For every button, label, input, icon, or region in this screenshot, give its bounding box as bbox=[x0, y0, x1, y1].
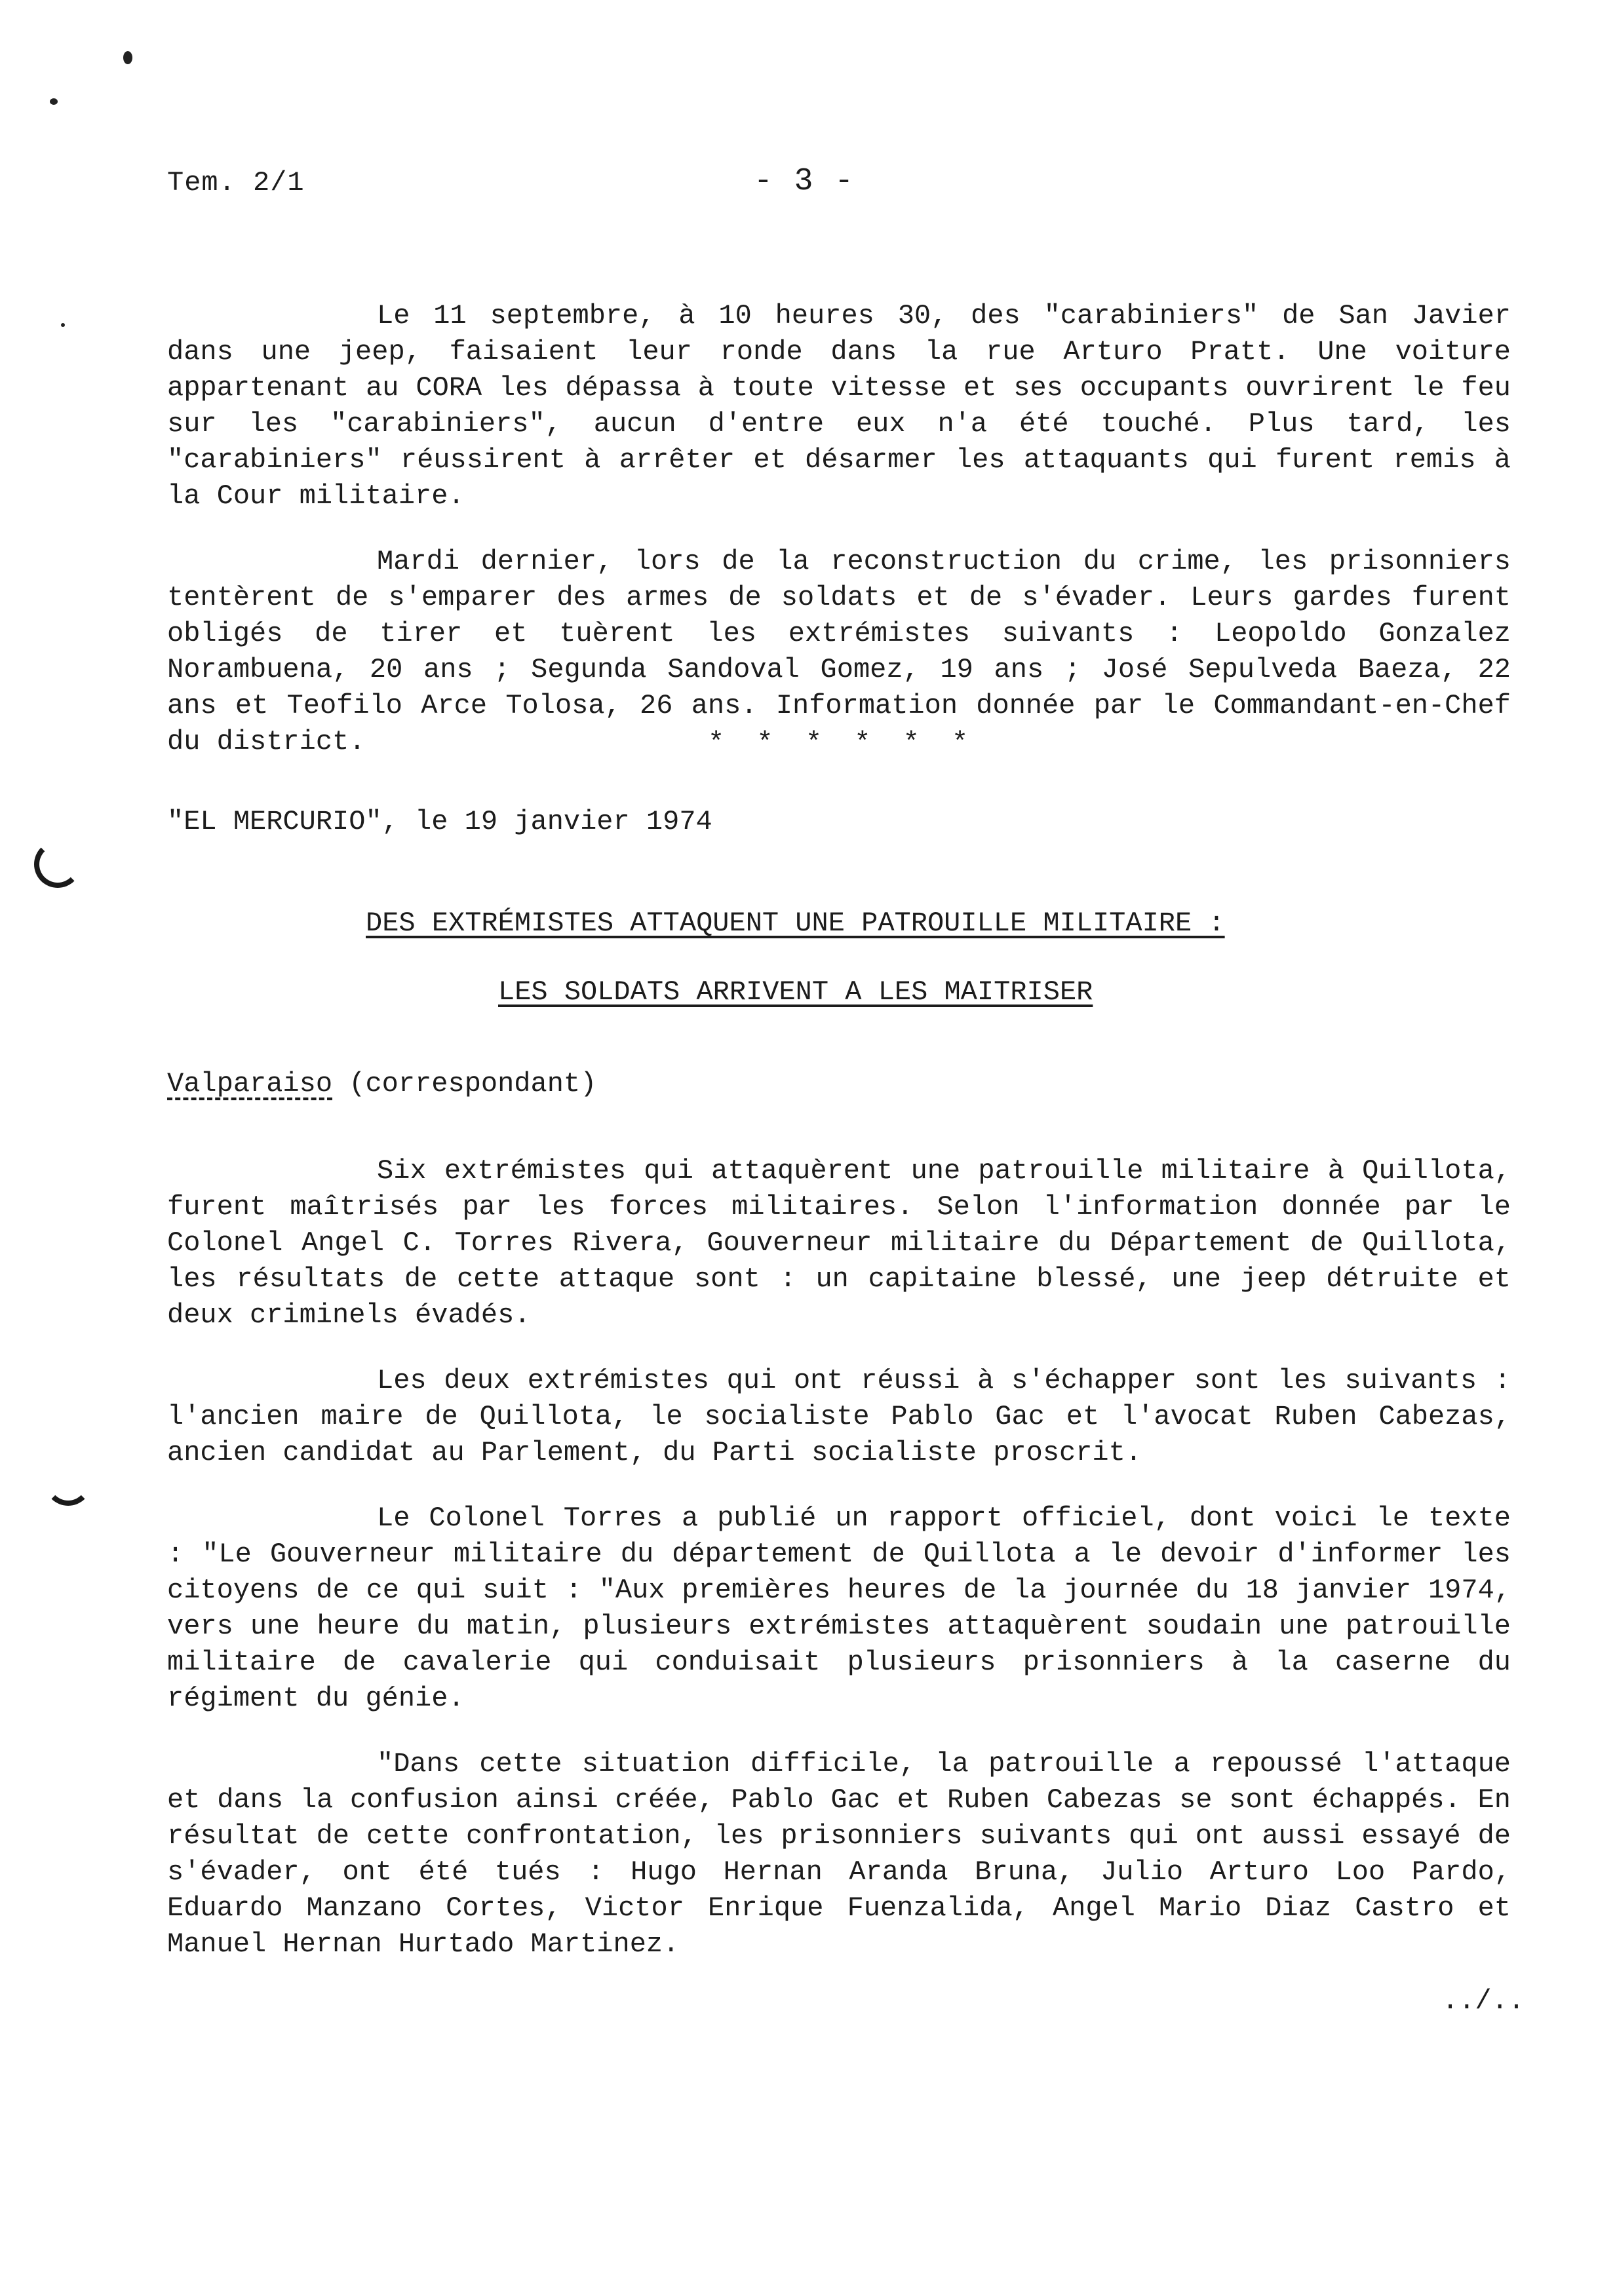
hole-punch-mark bbox=[45, 1459, 92, 1506]
scan-speck bbox=[123, 51, 132, 64]
paragraph: Le 11 septembre, à 10 heures 30, des "carabiniers" de San Javier dans une jeep, faisaient leur ronde dans la rue Arturo Pratt. Une voiture appartenant au CORA les dépassa à toute vitesse et ses occupants ouvrirent le feu sur les "carabiniers", aucun d'entre eux n'a été touché. Plus tard, les "carabiniers" réussirent à arrêter et désarmer les attaquants qui furent remis à la Cour militaire. bbox=[167, 300, 1511, 512]
paragraph: Les deux extrémistes qui ont réussi à s'échapper sont les suivants : l'ancien maire de Quillota, le socialiste Pablo Gac et l'avocat Ruben Cabezas, ancien candidat au Parlement, du Parti socialiste proscrit. bbox=[167, 1365, 1511, 1468]
section-separator: * * * * * * bbox=[708, 727, 977, 759]
paragraph: "Dans cette situation difficile, la patrouille a repoussé l'attaque et dans la confusion ainsi créée, Pablo Gac et Ruben Cabezas se sont échappés. En résultat de cette confrontation, les prisonniers suivants qui ont aussi essayé de s'évader, ont été tués : Hugo Hernan Aranda Bruna, Julio Arturo Loo Pardo, Eduardo Manzano Cortes, Victor Enrique Fuenzalida, Angel Mario Diaz Castro et Manuel Hernan Hurtado Martinez. bbox=[167, 1748, 1511, 1960]
section-1 bbox=[167, 298, 1511, 760]
paragraph: Le Colonel Torres a publié un rapport officiel, dont voici le texte : "Le Gouverneur militaire du département de Quillota a le devoir d'informer les citoyens de ce qui suit : "Aux premières heures de la journée du 18 janvier 1974, vers une heure du matin, plusieurs extrémistes attaquèrent soudain une patrouille militaire de cavalerie qui conduisait plusieurs prisonniers à la caserne du régiment du génie. bbox=[167, 1502, 1511, 1714]
scan-speck bbox=[50, 98, 58, 105]
article-body bbox=[167, 1153, 1511, 1962]
dateline bbox=[167, 1068, 596, 1100]
scan-speck bbox=[61, 323, 65, 327]
paragraph: Mardi dernier, lors de la reconstruction du crime, les prisonniers tentèrent de s'emparer des armes de soldats et de s'évader. Leurs gardes furent obligés de tirer et tuèrent les extrémistes suivants : Leopoldo Gonzalez Norambuena, 20 ans ; Segunda Sandoval Gomez, 19 ans ; José Sepulveda Baeza, 22 ans et Teofilo Arce Tolosa, 26 ans. Information donnée par le Commandant-en-Chef du district. bbox=[167, 546, 1511, 757]
document-reference: Tem. 2/1 bbox=[167, 167, 305, 199]
paragraph: Six extrémistes qui attaquèrent une patrouille militaire à Quillota, furent maîtrisés par les forces militaires. Selon l'information donnée par le Colonel Angel C. Torres Rivera, Gouverneur militaire du Département de Quillota, les résultats de cette attaque sont : un capitaine blessé, une jeep détruite et deux criminels évadés. bbox=[167, 1155, 1511, 1331]
dateline-place: Valparaiso bbox=[167, 1068, 333, 1100]
article-subheadline: LES SOLDATS ARRIVENT A LES MAITRISER bbox=[498, 976, 1093, 1008]
page-number: - 3 - bbox=[754, 164, 855, 199]
article-headline: DES EXTRÉMISTES ATTAQUENT UNE PATROUILLE MILITAIRE : bbox=[366, 908, 1225, 939]
article-source: "EL MERCURIO", le 19 janvier 1974 bbox=[167, 806, 712, 837]
dateline-note: (correspondant) bbox=[349, 1068, 597, 1100]
continuation-mark: ../.. bbox=[1442, 1985, 1525, 2017]
hole-punch-mark bbox=[34, 841, 81, 888]
